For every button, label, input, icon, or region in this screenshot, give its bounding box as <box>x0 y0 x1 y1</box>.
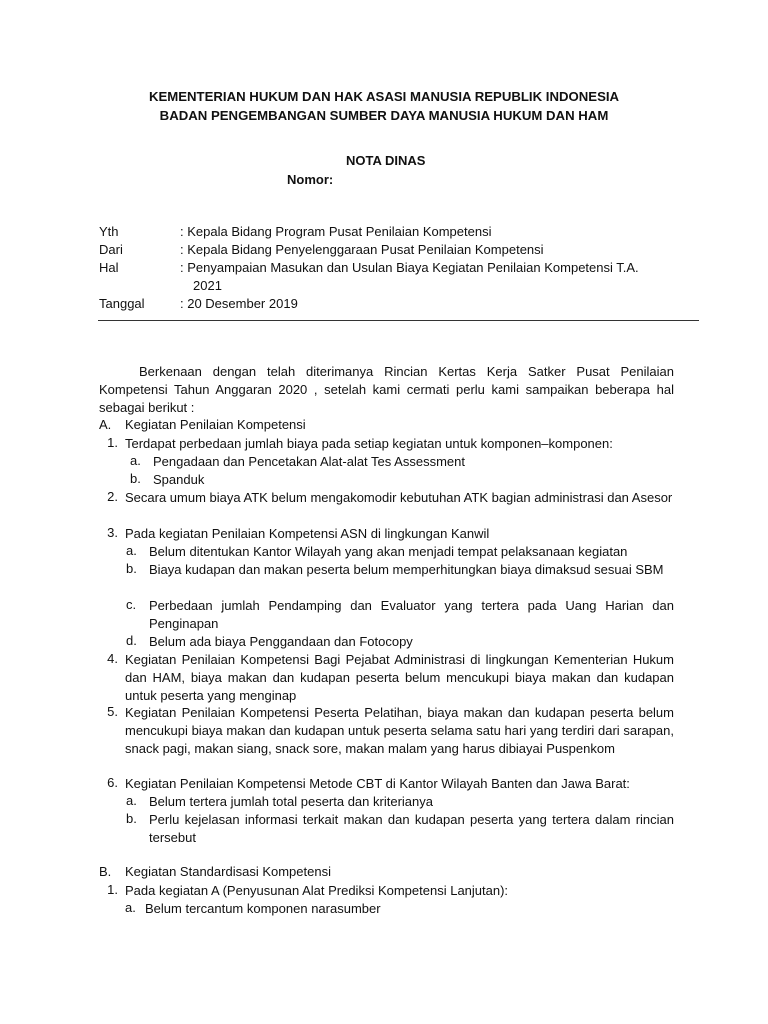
sub-item-text: Biaya kudapan dan makan peserta belum memperhitungkan biaya dimaksud sesuai SBM <box>149 562 664 577</box>
meta-value-hal-continued: 2021 <box>193 278 222 293</box>
sub-item-letter: a. <box>130 453 141 468</box>
list-number: 6. <box>107 775 118 790</box>
sub-item-letter: b. <box>126 561 137 576</box>
document-type-title: NOTA DINAS <box>346 153 426 168</box>
meta-label-dari: Dari <box>99 242 123 257</box>
ministry-title: KEMENTERIAN HUKUM DAN HAK ASASI MANUSIA REPUBLIK INDONESIA <box>148 89 620 104</box>
sub-item-text: Pengadaan dan Pencetakan Alat-alat Tes Assessment <box>153 454 465 469</box>
sub-item-letter: b. <box>130 471 141 486</box>
sub-item-text: Belum tertera jumlah total peserta dan kriterianya <box>149 794 433 809</box>
section-b-marker: B. <box>99 864 112 879</box>
meta-value-hal: : Penyampaian Masukan dan Usulan Biaya Kegiatan Penilaian Kompetensi T.A. <box>180 260 639 275</box>
sub-item-text: Spanduk <box>153 472 205 487</box>
sub-item-letter: a. <box>125 900 136 915</box>
sub-item-text: Perlu kejelasan informasi terkait makan dan kudapan peserta yang tertera dalam rincian tersebut <box>149 812 674 845</box>
section-a-title: Kegiatan Penilaian Kompetensi <box>125 417 306 432</box>
sub-item-letter: a. <box>126 543 137 558</box>
sub-item-text: Belum ada biaya Penggandaan dan Fotocopy <box>149 634 413 649</box>
list-number: 4. <box>107 651 118 666</box>
sub-item-letter: c. <box>126 597 137 612</box>
intro-text: Berkenaan dengan telah diterimanya Rincian Kertas Kerja Satker Pusat Penilaian Kompetensi Tahun Anggaran 2020 , setelah kami cermati perlu kami sampaikan beberapa hal sebagai berikut : <box>99 364 674 415</box>
list-item-text: Pada kegiatan Penilaian Kompetensi ASN di lingkungan Kanwil <box>125 526 490 541</box>
list-number: 1. <box>107 435 118 450</box>
meta-value-dari: : Kepala Bidang Penyelenggaraan Pusat Penilaian Kompetensi <box>180 242 544 257</box>
sub-item-text: Belum tercantum komponen narasumber <box>145 901 381 916</box>
list-item-text: Pada kegiatan A (Penyusunan Alat Prediksi Kompetensi Lanjutan): <box>125 883 509 898</box>
list-item-text: Terdapat perbedaan jumlah biaya pada setiap kegiatan untuk komponen–komponen: <box>125 436 613 451</box>
document-number-label: Nomor: <box>287 172 334 187</box>
list-item-text: Kegiatan Penilaian Kompetensi Peserta Pelatihan, biaya makan dan kudapan peserta belum mencukupi biaya makan dan kudapan untuk peserta selama satu hari yang terdiri dari sarapan, snack pagi, makan siang, snack sore, makan malam yang harus dibiayai Puspenkom <box>125 705 674 756</box>
list-number: 5. <box>107 704 118 719</box>
header-divider <box>98 320 699 321</box>
sub-item-text: Belum ditentukan Kantor Wilayah yang akan menjadi tempat pelaksanaan kegiatan <box>149 544 628 559</box>
sub-item-letter: b. <box>126 811 137 826</box>
sub-item-text: Perbedaan jumlah Pendamping dan Evaluator yang tertera pada Uang Harian dan Penginapan <box>149 598 674 631</box>
meta-value-yth: : Kepala Bidang Program Pusat Penilaian Kompetensi <box>180 224 492 239</box>
list-number: 2. <box>107 489 118 504</box>
section-a-marker: A. <box>99 417 112 432</box>
list-number: 1. <box>107 882 118 897</box>
list-item-text: Secara umum biaya ATK belum mengakomodir kebutuhan ATK bagian administrasi dan Asesor <box>125 490 673 505</box>
list-item-text: Kegiatan Penilaian Kompetensi Metode CBT di Kantor Wilayah Banten dan Jawa Barat: <box>125 776 630 791</box>
meta-label-tanggal: Tanggal <box>99 296 145 311</box>
list-number: 3. <box>107 525 118 540</box>
meta-value-tanggal: : 20 Desember 2019 <box>180 296 298 311</box>
meta-label-hal: Hal <box>99 260 119 275</box>
intro-paragraph <box>99 363 674 417</box>
agency-title: BADAN PENGEMBANGAN SUMBER DAYA MANUSIA HUKUM DAN HAM <box>159 108 609 123</box>
sub-item-letter: a. <box>126 793 137 808</box>
sub-item-letter: d. <box>126 633 137 648</box>
meta-label-yth: Yth <box>99 224 119 239</box>
list-item-text: Kegiatan Penilaian Kompetensi Bagi Pejabat Administrasi di lingkungan Kementerian Hukum dan HAM, biaya makan dan kudapan peserta belum mencukupi biaya makan dan kudapan untuk peserta yang menginap <box>125 652 674 703</box>
section-b-title: Kegiatan Standardisasi Kompetensi <box>125 864 331 879</box>
